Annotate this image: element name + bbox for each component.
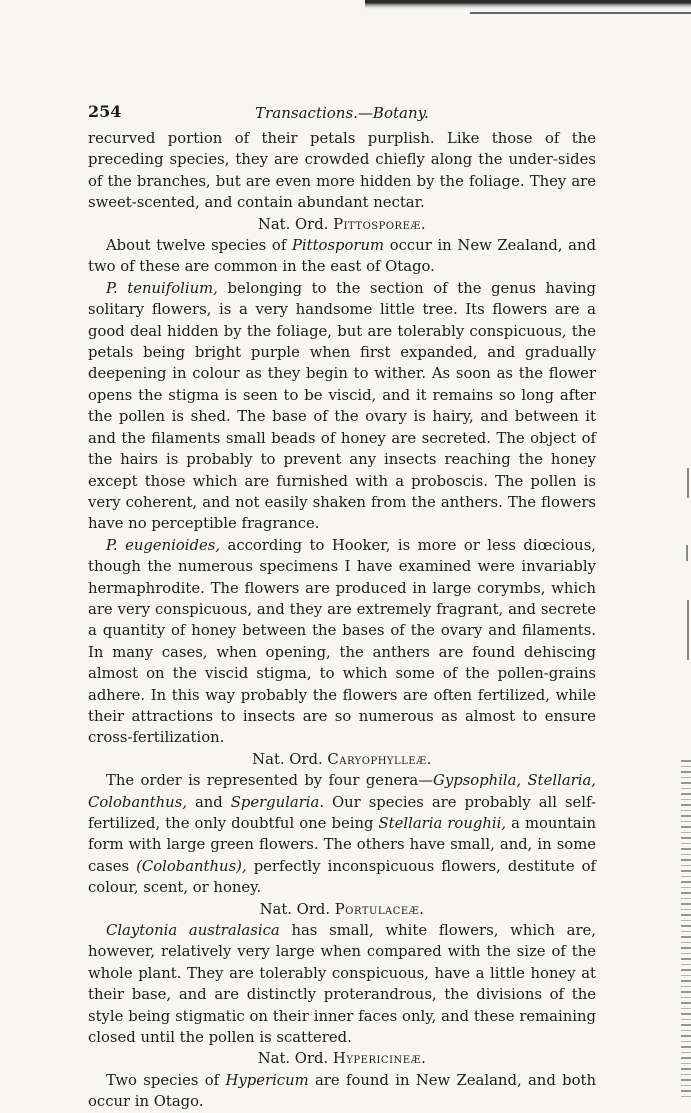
order-prefix: Nat. Ord.	[257, 1050, 329, 1068]
order-prefix: Nat. Ord.	[259, 900, 331, 918]
text-run: a mountain form with large green flowers. The others have small, and, in some cases	[88, 815, 597, 875]
species-name: P. eugenioides,	[106, 536, 221, 554]
species-name: Claytonia australasica	[106, 922, 280, 940]
genus-name: Spergularia.	[230, 793, 325, 811]
order-heading-pittosporeae	[88, 214, 596, 235]
scan-artifact-top	[365, 0, 691, 9]
species-name: Stellaria roughii,	[378, 815, 507, 832]
page-number: 254	[88, 102, 122, 121]
scan-artifact-line	[470, 12, 691, 14]
order-name: Hypericineæ.	[332, 1050, 427, 1068]
genus-name: Pittosporum	[291, 237, 385, 255]
edge-mark	[686, 545, 688, 561]
page	[88, 102, 596, 1113]
paragraph-caryophylleae	[88, 770, 596, 898]
paragraph-intro: recurved portion of their petals purplish. Like those of the preceding species, they are crowded chiefly along the under-sides of the branches, but are even more hidden by the foliage. They are sweet-scented, and contain abundant nectar.	[88, 130, 596, 212]
paragraph-hypericum	[88, 1070, 596, 1113]
page-edge-shadow	[681, 760, 691, 1100]
order-heading-hypericineae	[88, 1048, 596, 1069]
text-run: occur in New Zealand, and two of these are common in the east of Otago.	[88, 237, 596, 276]
genus-name: (Colobanthus),	[136, 857, 247, 875]
text-run: and	[187, 793, 231, 811]
text-run: according to Hooker, is more or less diœcious, though the numerous specimens I have examined were invariably hermaphrodite. The flowers are produced in large corymbs, which are very conspicuous, and they are extremely fragrant, and secrete a quantity of honey between the bases of the ovary and filaments. In many cases, when opening, the anthers are found dehiscing almost on the viscid stigma, to which some of the pollen-grains adhere. In this way probably the flowers are often fertilized, while their attractions to insects are so numerous as almost to ensure cross-fertilization.	[88, 536, 596, 747]
order-heading-caryophylleae	[88, 749, 596, 770]
order-prefix: Nat. Ord.	[257, 215, 329, 233]
edge-mark	[687, 468, 689, 498]
edge-mark	[687, 600, 689, 660]
paragraph-p-tenuifolium	[88, 278, 596, 535]
text-run: About twelve species of	[106, 237, 292, 255]
text-run: Two species of	[106, 1071, 226, 1089]
order-prefix: Nat. Ord.	[252, 750, 323, 768]
order-name: Caryophylleæ.	[327, 750, 432, 768]
genus-names: Gypsophila, Stellaria, Colobanthus,	[88, 772, 596, 811]
text-run: has small, white flowers, which are, however, relatively very large when compared with the size of the whole plant. They are tolerably conspicuous, have a little honey at their base, and are distinctly proterandrous, the divisions of the style being stigmatic on their inner faces only, and these remaining closed until the pollen is scattered.	[88, 922, 596, 1047]
paragraph-pittosporum-intro	[88, 235, 596, 278]
paragraph-p-eugenioides	[88, 535, 596, 749]
body-text	[88, 128, 596, 1113]
order-name: Pittosporeæ.	[333, 215, 427, 233]
text-run: The order is represented by four genera—	[106, 772, 434, 790]
order-heading-portulaceae	[88, 899, 596, 920]
text-run: Our species are probably all self-fertilized, the only doubtful one being	[88, 793, 596, 832]
genus-name: Hypericum	[225, 1071, 309, 1089]
paragraph-claytonia	[88, 920, 596, 1048]
order-name: Portulaceæ.	[334, 900, 425, 918]
text-run: perfectly inconspicuous flowers, destitute of colour, scent, or honey.	[88, 857, 596, 897]
page-header	[88, 102, 596, 128]
running-head: Transactions.—Botany.	[255, 104, 429, 122]
species-name: P. tenuifolium,	[106, 279, 218, 297]
text-run: belonging to the section of the genus having solitary flowers, is a very handsome little tree. Its flowers are a good deal hidden by the foliage, but are tolerably conspicuous, the petals being bright purple when first expanded, and gradually deepening in colour as they begin to wither. As soon as the flower opens the stigma is seen to be viscid, and it remains so long after the pollen is shed. The base of the ovary is hairy, and between it and the filaments small beads of honey are secreted. The object of the hairs is probably to prevent any insects reaching the honey except those which are furnished with a proboscis. The pollen is very coherent, and not easily shaken from the anthers. The flowers have no perceptible fragrance.	[88, 279, 596, 533]
text-run: are found in New Zealand, and both occur in Otago.	[88, 1071, 596, 1111]
